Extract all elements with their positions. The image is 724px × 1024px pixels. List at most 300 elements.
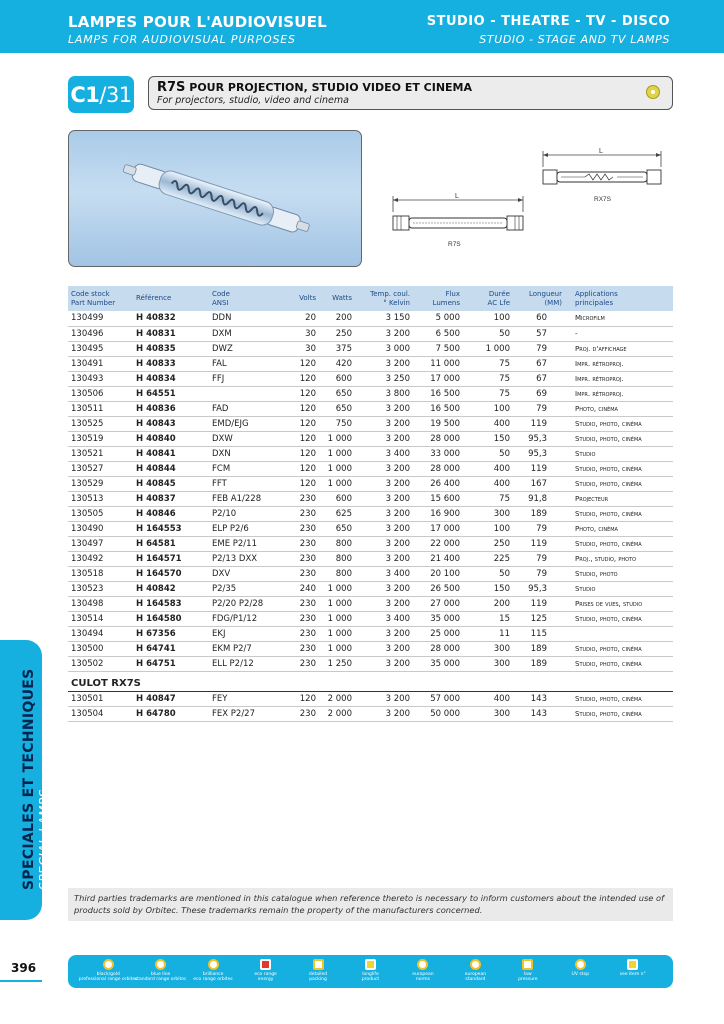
cell-flux: 57 000 xyxy=(413,691,463,706)
cell-ansi: FEX P2/27 xyxy=(209,706,284,721)
legend-item xyxy=(297,955,339,982)
cell-application: Studio xyxy=(565,581,673,596)
cell-flux: 17 000 xyxy=(413,521,463,536)
legend-item xyxy=(507,955,549,982)
cell-length: 119 xyxy=(513,416,565,431)
cell-code: 130500 xyxy=(68,641,133,656)
cell-code: 130525 xyxy=(68,416,133,431)
cell-flux: 50 000 xyxy=(413,706,463,721)
legend-item xyxy=(454,955,496,982)
cell-temp: 3 400 xyxy=(355,566,413,581)
cell-length: 79 xyxy=(513,521,565,536)
col-header-watts: Watts xyxy=(319,286,355,311)
cell-flux: 19 500 xyxy=(413,416,463,431)
cell-watts: 420 xyxy=(319,356,355,371)
cell-ansi: P2/35 xyxy=(209,581,284,596)
cell-life: 50 xyxy=(463,566,513,581)
cell-code: 130492 xyxy=(68,551,133,566)
cell-application: Impr. rétroproj. xyxy=(565,371,673,386)
cell-length: 125 xyxy=(513,611,565,626)
cell-ansi xyxy=(209,386,284,401)
cell-watts: 1 250 xyxy=(319,656,355,671)
cell-ansi: EKM P2/7 xyxy=(209,641,284,656)
legend-label: longlife product xyxy=(361,972,380,982)
cell-volts: 120 xyxy=(284,416,319,431)
cell-temp: 3 200 xyxy=(355,476,413,491)
table-row xyxy=(68,551,673,566)
legend-label: european standard xyxy=(464,972,487,982)
cell-application: Prises de vues, studio xyxy=(565,596,673,611)
item-icon xyxy=(627,959,638,970)
rx7s-diagram xyxy=(535,145,670,207)
cell-life: 75 xyxy=(463,371,513,386)
page-header xyxy=(0,0,724,53)
cell-volts: 30 xyxy=(284,326,319,341)
cell-ansi: FAD xyxy=(209,401,284,416)
cell-ansi: EKJ xyxy=(209,626,284,641)
table-row xyxy=(68,521,673,536)
cell-life: 75 xyxy=(463,356,513,371)
cell-length: 95,3 xyxy=(513,581,565,596)
col-header-length: Longueur (MM) xyxy=(513,286,565,311)
cell-code: 130523 xyxy=(68,581,133,596)
cell-life: 300 xyxy=(463,706,513,721)
cell-temp: 3 200 xyxy=(355,491,413,506)
cell-life: 200 xyxy=(463,596,513,611)
cell-length: 167 xyxy=(513,476,565,491)
cell-temp: 3 200 xyxy=(355,416,413,431)
cell-flux: 35 000 xyxy=(413,611,463,626)
cell-ansi: FEY xyxy=(209,691,284,706)
cell-length: 189 xyxy=(513,641,565,656)
col-header-applications: Applications principales xyxy=(565,286,673,311)
cell-application: Studio xyxy=(565,446,673,461)
r7s-dim-label: L xyxy=(455,193,459,200)
cell-temp: 3 400 xyxy=(355,611,413,626)
cell-length: 79 xyxy=(513,566,565,581)
cell-flux: 17 000 xyxy=(413,371,463,386)
cell-code: 130493 xyxy=(68,371,133,386)
cell-watts: 800 xyxy=(319,566,355,581)
uv-stop-icon xyxy=(575,959,586,970)
cell-code: 130494 xyxy=(68,626,133,641)
cell-application: Photo, cinéma xyxy=(565,521,673,536)
cell-temp: 3 200 xyxy=(355,641,413,656)
sidebar-title-fr: SPECIALES ET TECHNIQUES xyxy=(21,668,37,890)
cell-length: 79 xyxy=(513,401,565,416)
cell-ansi: DXW xyxy=(209,431,284,446)
cell-temp: 3 250 xyxy=(355,371,413,386)
table-row xyxy=(68,416,673,431)
cell-life: 11 xyxy=(463,626,513,641)
cell-life: 400 xyxy=(463,691,513,706)
legend-item xyxy=(402,955,444,982)
cell-ref: H 40847 xyxy=(133,691,209,706)
table-row xyxy=(68,446,673,461)
cell-application: Studio, photo, cinéma xyxy=(565,416,673,431)
cell-code: 130502 xyxy=(68,656,133,671)
cell-ref: H 40835 xyxy=(133,341,209,356)
trademark-note: Third parties trademarks are mentioned in this catalogue when reference thereto is necessary to inform customers about the intended use of products sold by Orbitec. These trademarks remain the property of the manufacturers concerned. xyxy=(68,888,673,921)
cell-temp: 3 200 xyxy=(355,431,413,446)
cell-life: 150 xyxy=(463,431,513,446)
cell-watts: 800 xyxy=(319,536,355,551)
cell-ansi: EME P2/11 xyxy=(209,536,284,551)
cell-life: 300 xyxy=(463,506,513,521)
cell-length: 95,3 xyxy=(513,431,565,446)
cell-volts: 230 xyxy=(284,551,319,566)
section-header-rx7s: CULOT RX7S xyxy=(68,671,673,691)
cell-length: 67 xyxy=(513,371,565,386)
cell-length: 60 xyxy=(513,311,565,326)
cell-ref: H 164571 xyxy=(133,551,209,566)
cell-life: 75 xyxy=(463,491,513,506)
legend-item xyxy=(349,955,391,982)
cell-volts: 20 xyxy=(284,311,319,326)
cell-volts: 230 xyxy=(284,706,319,721)
cell-volts: 120 xyxy=(284,356,319,371)
cell-ansi: DDN xyxy=(209,311,284,326)
cell-temp: 3 200 xyxy=(355,356,413,371)
cell-life: 225 xyxy=(463,551,513,566)
cell-length: 67 xyxy=(513,356,565,371)
cell-watts: 750 xyxy=(319,416,355,431)
cell-application: Studio, photo, cinéma xyxy=(565,611,673,626)
section-title-prefix: R7S xyxy=(157,80,186,95)
cell-application: - xyxy=(565,326,673,341)
cell-code: 130491 xyxy=(68,356,133,371)
cell-length: 143 xyxy=(513,691,565,706)
lamp-photo-icon xyxy=(69,131,362,267)
cell-watts: 650 xyxy=(319,521,355,536)
cell-life: 50 xyxy=(463,446,513,461)
table-row xyxy=(68,461,673,476)
cell-temp: 3 200 xyxy=(355,551,413,566)
category-sidebar xyxy=(0,640,51,920)
cell-watts: 1 000 xyxy=(319,611,355,626)
cell-application: Studio, photo, cinéma xyxy=(565,536,673,551)
cell-application: Studio, photo, cinéma xyxy=(565,506,673,521)
cell-code: 130505 xyxy=(68,506,133,521)
cell-life: 75 xyxy=(463,386,513,401)
cell-flux: 27 000 xyxy=(413,596,463,611)
cell-length: 79 xyxy=(513,341,565,356)
legend-item xyxy=(612,955,654,977)
cell-flux: 21 400 xyxy=(413,551,463,566)
cell-length: 119 xyxy=(513,596,565,611)
cell-life: 400 xyxy=(463,461,513,476)
cell-temp: 3 200 xyxy=(355,691,413,706)
cell-length: 69 xyxy=(513,386,565,401)
cell-watts: 625 xyxy=(319,506,355,521)
legend-item xyxy=(559,955,601,977)
cell-temp: 3 000 xyxy=(355,341,413,356)
cell-watts: 200 xyxy=(319,311,355,326)
cell-life: 300 xyxy=(463,656,513,671)
cell-temp: 3 200 xyxy=(355,596,413,611)
cell-length: 57 xyxy=(513,326,565,341)
cell-application: Proj. d'affichage xyxy=(565,341,673,356)
cell-watts: 800 xyxy=(319,551,355,566)
cell-ref: H 40843 xyxy=(133,416,209,431)
cell-ansi: DXM xyxy=(209,326,284,341)
cell-watts: 650 xyxy=(319,401,355,416)
cell-ref: H 164570 xyxy=(133,566,209,581)
cell-application: Projecteur xyxy=(565,491,673,506)
table-row xyxy=(68,371,673,386)
badge-letter: C1 xyxy=(70,82,100,107)
cell-length: 119 xyxy=(513,536,565,551)
cell-ref: H 164553 xyxy=(133,521,209,536)
header-right-fr: STUDIO - THEATRE - TV - DISCO xyxy=(426,14,670,29)
table-row xyxy=(68,596,673,611)
cell-watts: 650 xyxy=(319,386,355,401)
cell-ansi: FDG/P1/12 xyxy=(209,611,284,626)
cell-watts: 1 000 xyxy=(319,431,355,446)
cell-ref: H 164580 xyxy=(133,611,209,626)
legend-footer xyxy=(68,955,673,988)
cell-watts: 1 000 xyxy=(319,446,355,461)
cell-volts: 230 xyxy=(284,626,319,641)
table-row xyxy=(68,611,673,626)
cell-watts: 1 000 xyxy=(319,596,355,611)
legend-label: see item n° xyxy=(619,972,646,977)
cell-temp: 3 400 xyxy=(355,446,413,461)
cell-application: Studio, photo, cinéma xyxy=(565,706,673,721)
cell-volts: 230 xyxy=(284,656,319,671)
cell-volts: 230 xyxy=(284,566,319,581)
col-header-volts: Volts xyxy=(284,286,319,311)
cell-temp: 3 200 xyxy=(355,706,413,721)
sidebar-vertical-text xyxy=(21,668,51,890)
cell-volts: 120 xyxy=(284,476,319,491)
col-header-ansi: Code ANSI xyxy=(209,286,284,311)
cell-flux: 35 000 xyxy=(413,656,463,671)
cell-ref: H 164583 xyxy=(133,596,209,611)
table-row xyxy=(68,386,673,401)
cell-life: 15 xyxy=(463,611,513,626)
table-row xyxy=(68,626,673,641)
cell-volts: 230 xyxy=(284,611,319,626)
cell-ref: H 64751 xyxy=(133,656,209,671)
cell-watts: 1 000 xyxy=(319,581,355,596)
cell-ansi: P2/13 DXX xyxy=(209,551,284,566)
cell-application: Studio, photo, cinéma xyxy=(565,656,673,671)
table-row xyxy=(68,691,673,706)
cell-ansi: DXN xyxy=(209,446,284,461)
cell-code: 130490 xyxy=(68,521,133,536)
cell-code: 130499 xyxy=(68,311,133,326)
cell-flux: 26 500 xyxy=(413,581,463,596)
cell-life: 300 xyxy=(463,641,513,656)
cell-watts: 250 xyxy=(319,326,355,341)
cell-volts: 230 xyxy=(284,506,319,521)
cell-length: 91,8 xyxy=(513,491,565,506)
cell-ansi: DWZ xyxy=(209,341,284,356)
table-row xyxy=(68,311,673,326)
table-row xyxy=(68,536,673,551)
legend-label: low pressure xyxy=(518,972,538,982)
cell-code: 130496 xyxy=(68,326,133,341)
blue-range-icon xyxy=(155,959,166,970)
cell-ref: H 40842 xyxy=(133,581,209,596)
cell-temp: 3 200 xyxy=(355,521,413,536)
cell-volts: 120 xyxy=(284,691,319,706)
cell-code: 130497 xyxy=(68,536,133,551)
cell-volts: 120 xyxy=(284,461,319,476)
cell-ref: H 40833 xyxy=(133,356,209,371)
cell-life: 150 xyxy=(463,581,513,596)
cell-flux: 28 000 xyxy=(413,461,463,476)
legend-item xyxy=(245,955,287,982)
sidebar-title-en: SPECIAL LAMPS xyxy=(37,789,51,890)
category-badge: C1 / 31 xyxy=(68,76,134,113)
cell-life: 250 xyxy=(463,536,513,551)
cell-life: 100 xyxy=(463,521,513,536)
section-title-fr-text: POUR PROJECTION, STUDIO VIDEO ET CINEMA xyxy=(185,81,473,94)
cell-watts: 600 xyxy=(319,371,355,386)
cell-application: Impr. rétroproj. xyxy=(565,386,673,401)
cell-ref: H 40831 xyxy=(133,326,209,341)
cell-life: 100 xyxy=(463,401,513,416)
cell-application: Photo, cinéma xyxy=(565,401,673,416)
cell-volts: 120 xyxy=(284,386,319,401)
cell-volts: 120 xyxy=(284,371,319,386)
legend-label: black/gold professional range orbitec xyxy=(78,972,138,982)
table-row xyxy=(68,641,673,656)
cell-flux: 28 000 xyxy=(413,431,463,446)
col-header-life: Durée AC Lfe xyxy=(463,286,513,311)
cell-temp: 3 800 xyxy=(355,386,413,401)
cell-code: 130501 xyxy=(68,691,133,706)
cell-flux: 11 000 xyxy=(413,356,463,371)
cell-volts: 120 xyxy=(284,431,319,446)
cell-flux: 16 500 xyxy=(413,386,463,401)
cell-life: 50 xyxy=(463,326,513,341)
cell-ansi: FCM xyxy=(209,461,284,476)
cell-flux: 20 100 xyxy=(413,566,463,581)
cell-volts: 230 xyxy=(284,521,319,536)
table-row xyxy=(68,401,673,416)
legend-label: detailed packing xyxy=(308,972,328,982)
section-header-row xyxy=(68,671,673,691)
cell-code: 130518 xyxy=(68,566,133,581)
badge-number: 31 xyxy=(105,82,132,107)
cell-temp: 3 200 xyxy=(355,626,413,641)
cell-code: 130529 xyxy=(68,476,133,491)
cell-code: 130513 xyxy=(68,491,133,506)
cell-length: 79 xyxy=(513,551,565,566)
cell-application: Studio, photo, cinéma xyxy=(565,691,673,706)
cell-ref: H 67356 xyxy=(133,626,209,641)
legend-label: european norms xyxy=(412,972,434,982)
norms-icon xyxy=(417,959,428,970)
cell-life: 400 xyxy=(463,416,513,431)
table-row xyxy=(68,581,673,596)
cell-application: Studio, photo xyxy=(565,566,673,581)
rx7s-label: RX7S xyxy=(594,196,611,203)
cell-code: 130514 xyxy=(68,611,133,626)
rx7s-dim-label: L xyxy=(599,148,603,155)
cell-temp: 3 200 xyxy=(355,536,413,551)
cell-ref: H 40841 xyxy=(133,446,209,461)
cell-ref: H 40840 xyxy=(133,431,209,446)
gold-range-icon xyxy=(103,959,114,970)
cell-application xyxy=(565,626,673,641)
cell-ansi: EMD/EJG xyxy=(209,416,284,431)
cell-flux: 28 000 xyxy=(413,641,463,656)
cell-ref: H 64741 xyxy=(133,641,209,656)
cell-application: Microfilm xyxy=(565,311,673,326)
header-title-en: LAMPS FOR AUDIOVISUAL PURPOSES xyxy=(68,33,296,46)
col-header-code: Code stock Part Number xyxy=(68,286,133,311)
cell-ansi: FAL xyxy=(209,356,284,371)
eco-range-icon xyxy=(208,959,219,970)
cell-ref: H 64581 xyxy=(133,536,209,551)
legend-item xyxy=(134,955,187,982)
legend-label: brilliance eco range orbitec xyxy=(193,972,233,982)
cell-flux: 22 000 xyxy=(413,536,463,551)
cell-watts: 1 000 xyxy=(319,641,355,656)
table-body-r7s xyxy=(68,311,673,671)
cell-ref: H 40837 xyxy=(133,491,209,506)
cell-ref: H 40846 xyxy=(133,506,209,521)
cell-application: Impr. rétroproj. xyxy=(565,356,673,371)
packing-icon xyxy=(313,959,324,970)
cell-life: 1 000 xyxy=(463,341,513,356)
lamp-spec-table xyxy=(68,286,673,722)
r7s-diagram xyxy=(383,188,533,250)
cell-application: Studio, photo, cinéma xyxy=(565,476,673,491)
pressure-icon xyxy=(522,959,533,970)
cell-ansi: ELL P2/12 xyxy=(209,656,284,671)
cell-volts: 240 xyxy=(284,581,319,596)
cell-ref: H 64551 xyxy=(133,386,209,401)
table-row xyxy=(68,431,673,446)
table-section-rx7s xyxy=(68,671,673,691)
cell-volts: 120 xyxy=(284,446,319,461)
cell-volts: 230 xyxy=(284,491,319,506)
cell-temp: 3 200 xyxy=(355,581,413,596)
cell-ansi: P2/10 xyxy=(209,506,284,521)
table-row xyxy=(68,506,673,521)
cell-volts: 230 xyxy=(284,596,319,611)
table-row xyxy=(68,656,673,671)
cell-volts: 30 xyxy=(284,341,319,356)
table-row xyxy=(68,491,673,506)
cell-flux: 26 400 xyxy=(413,476,463,491)
col-header-temp: Temp. coul. ° Kelvin xyxy=(355,286,413,311)
cell-temp: 3 200 xyxy=(355,401,413,416)
cell-flux: 7 500 xyxy=(413,341,463,356)
cell-flux: 16 900 xyxy=(413,506,463,521)
cell-life: 400 xyxy=(463,476,513,491)
cell-flux: 33 000 xyxy=(413,446,463,461)
standard-icon xyxy=(470,959,481,970)
product-dot-icon xyxy=(646,85,660,99)
col-header-ref: Référence xyxy=(133,286,209,311)
cell-watts: 1 000 xyxy=(319,626,355,641)
page-number-rule xyxy=(0,980,42,982)
cell-ansi: DXV xyxy=(209,566,284,581)
legend-label: blue line standard range orbitec xyxy=(134,972,187,982)
cell-length: 119 xyxy=(513,461,565,476)
cell-life: 100 xyxy=(463,311,513,326)
cell-temp: 3 200 xyxy=(355,326,413,341)
cell-code: 130506 xyxy=(68,386,133,401)
header-right-en: STUDIO - STAGE AND TV LAMPS xyxy=(479,33,670,46)
cell-watts: 1 000 xyxy=(319,461,355,476)
